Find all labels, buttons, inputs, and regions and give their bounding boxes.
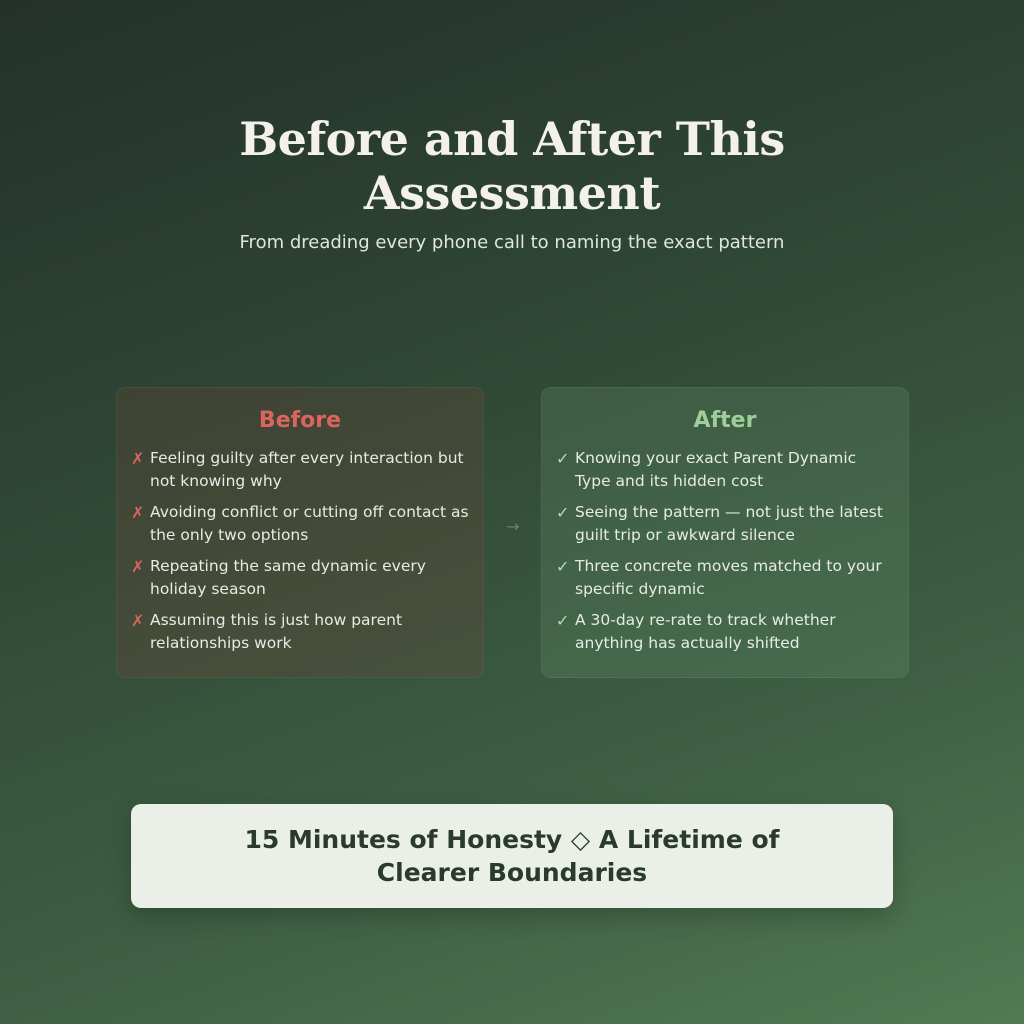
after-item bbox=[556, 555, 894, 601]
after-item bbox=[556, 609, 894, 655]
check-icon: ✓ bbox=[556, 611, 570, 630]
after-card-title: After bbox=[693, 408, 757, 433]
tagline-text: 15 Minutes of Honesty ◇ A Lifetime of Clearer Boundaries bbox=[244, 825, 780, 887]
comparison-section bbox=[116, 387, 909, 678]
page-subtitle: From dreading every phone call to naming the exact pattern bbox=[239, 232, 785, 253]
after-item bbox=[556, 447, 894, 493]
before-item bbox=[131, 501, 469, 547]
after-item-text: A 30-day re-rate to track whether anything has actually shifted bbox=[575, 611, 836, 652]
cross-icon: ✗ bbox=[131, 557, 145, 576]
after-list bbox=[556, 447, 894, 655]
after-item-text: Seeing the pattern — not just the latest guilt trip or awkward silence bbox=[575, 503, 883, 544]
check-icon: ✓ bbox=[556, 503, 570, 522]
before-list bbox=[131, 447, 469, 655]
check-icon: ✓ bbox=[556, 449, 570, 468]
page-title: Before and After This Assessment bbox=[239, 112, 785, 220]
after-item-text: Three concrete moves matched to your specific dynamic bbox=[575, 557, 882, 598]
header bbox=[0, 112, 1024, 253]
check-icon: ✓ bbox=[556, 557, 570, 576]
cross-icon: ✗ bbox=[131, 449, 145, 468]
before-item bbox=[131, 447, 469, 493]
before-card-title: Before bbox=[258, 408, 342, 433]
before-item bbox=[131, 609, 469, 655]
before-item-text: Assuming this is just how parent relationships work bbox=[150, 611, 403, 652]
after-item-text: Knowing your exact Parent Dynamic Type and its hidden cost bbox=[575, 449, 857, 490]
before-item-text: Avoiding conflict or cutting off contact as the only two options bbox=[150, 503, 469, 544]
before-item-text: Feeling guilty after every interaction but not knowing why bbox=[150, 449, 464, 490]
before-card bbox=[116, 387, 484, 678]
after-card bbox=[541, 387, 909, 678]
cross-icon: ✗ bbox=[131, 611, 145, 630]
cross-icon: ✗ bbox=[131, 503, 145, 522]
after-item bbox=[556, 501, 894, 547]
before-item-text: Repeating the same dynamic every holiday season bbox=[150, 557, 426, 598]
arrow-right-icon: → bbox=[506, 517, 520, 536]
before-item bbox=[131, 555, 469, 601]
tagline-banner bbox=[131, 804, 893, 908]
